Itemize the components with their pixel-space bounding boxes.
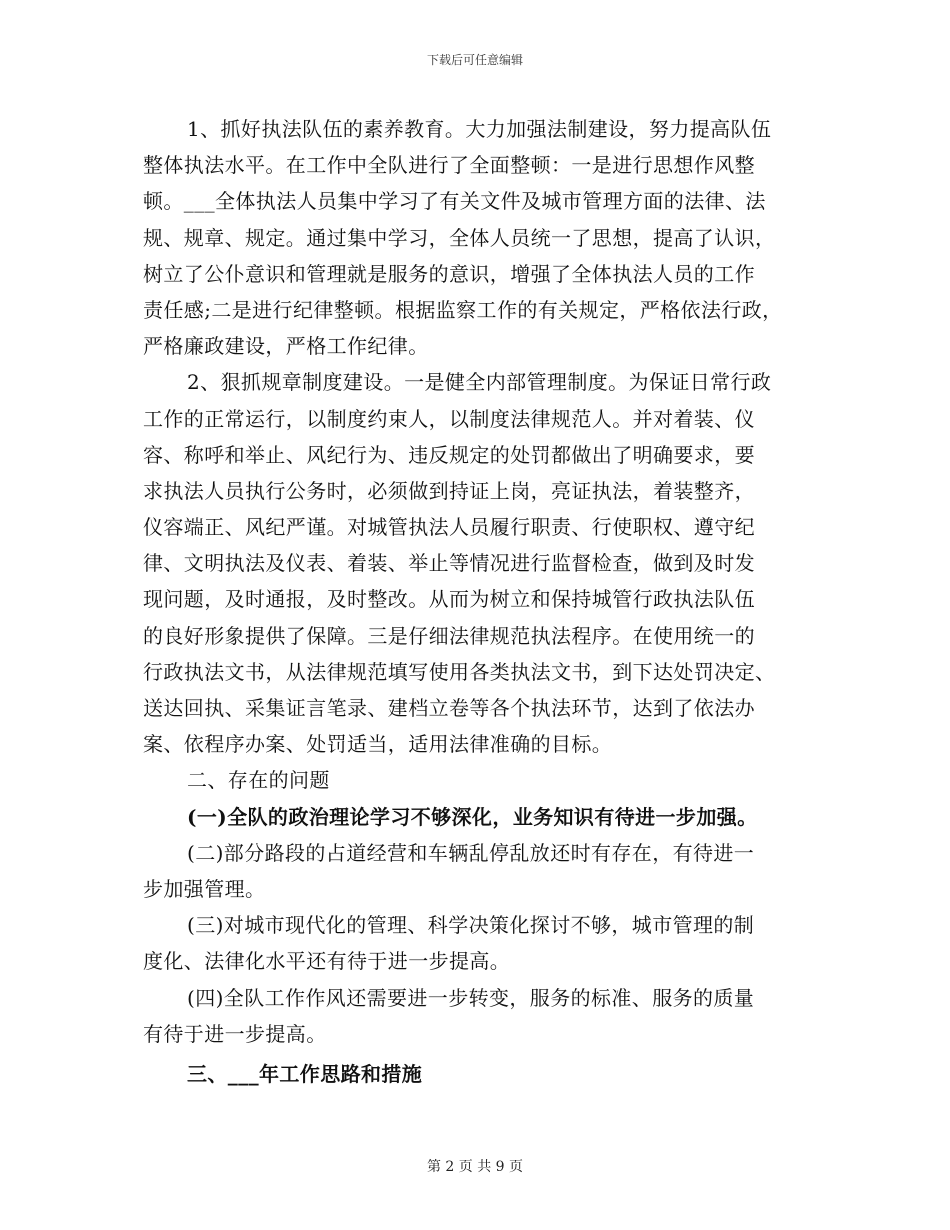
body-line: 案、依程序办案、处罚适当，适用法律准确的目标。	[143, 732, 613, 757]
body-line: 顿。___全体执法人员集中学习了有关文件及城市管理方面的法律、法	[143, 189, 766, 214]
body-line: 工作的正常运行，以制度约束人，以制度法律规范人。并对着装、仪	[143, 406, 755, 431]
body-line: 求执法人员执行公务时，必须做到持证上岗，亮证执法，着装整齐，	[143, 478, 755, 503]
body-line: 规、规章、规定。通过集中学习，全体人员统一了思想，提高了认识，	[143, 225, 776, 250]
body-line: (三)对城市现代化的管理、科学决策化探讨不够，城市管理的制	[187, 913, 755, 938]
section-heading: 二、存在的问题	[187, 768, 330, 793]
body-line: 律、文明执法及仪表、着装、举止等情况进行监督检查，做到及时发	[143, 551, 755, 576]
body-line: 整体执法水平。在工作中全队进行了全面整顿：一是进行思想作风整	[143, 153, 755, 178]
body-line: 2、狠抓规章制度建设。一是健全内部管理制度。为保证日常行政	[187, 370, 772, 395]
body-line: 仪容端正、风纪严谨。对城管执法人员履行职责、行使职权、遵守纪	[143, 515, 755, 540]
page-header: 下载后可任意编辑	[426, 53, 523, 67]
body-line: 有待于进一步提高。	[143, 1021, 327, 1046]
section-heading: 三、___年工作思路和措施	[187, 1061, 423, 1086]
body-line: 树立了公仆意识和管理就是服务的意识，增强了全体执法人员的工作	[143, 261, 755, 286]
body-line: 步加强管理。	[143, 876, 266, 901]
body-line: 严格廉政建设，严格工作纪律。	[143, 334, 429, 359]
body-line: 送达回执、采集证言笔录、建档立卷等各个执法环节，达到了依法办	[143, 696, 755, 720]
body-line: 行政执法文书，从法律规范填写使用各类执法文书，到下达处罚决定、	[143, 659, 776, 684]
page-footer: 第 2 页 共 9 页	[426, 1159, 524, 1175]
body-line: 1、抓好执法队伍的素养教育。大力加强法制建设，努力提高队伍	[187, 117, 772, 141]
body-line: 责任感;二是进行纪律整顿。根据监察工作的有关规定，严格依法行政，	[143, 297, 783, 322]
body-line: 度化、法律化水平还有待于进一步提高。	[143, 949, 511, 974]
body-line: (四)全队工作作风还需要进一步转变，服务的标准、服务的质量	[187, 985, 755, 1010]
body-line: 的良好形象提供了保障。三是仔细法律规范执法程序。在使用统一的	[143, 623, 755, 648]
body-line: 容、称呼和举止、风纪行为、违反规定的处罚都做出了明确要求，要	[143, 442, 755, 467]
document-body	[143, 111, 815, 1092]
body-line: 现问题，及时通报，及时整改。从而为树立和保持城管行政执法队伍	[143, 587, 755, 612]
subsection-heading: (一)全队的政治理论学习不够深化，业务知识有待进一步加强。	[187, 804, 758, 829]
body-line: (二)部分路段的占道经营和车辆乱停乱放还时有存在，有待进一	[187, 840, 755, 865]
